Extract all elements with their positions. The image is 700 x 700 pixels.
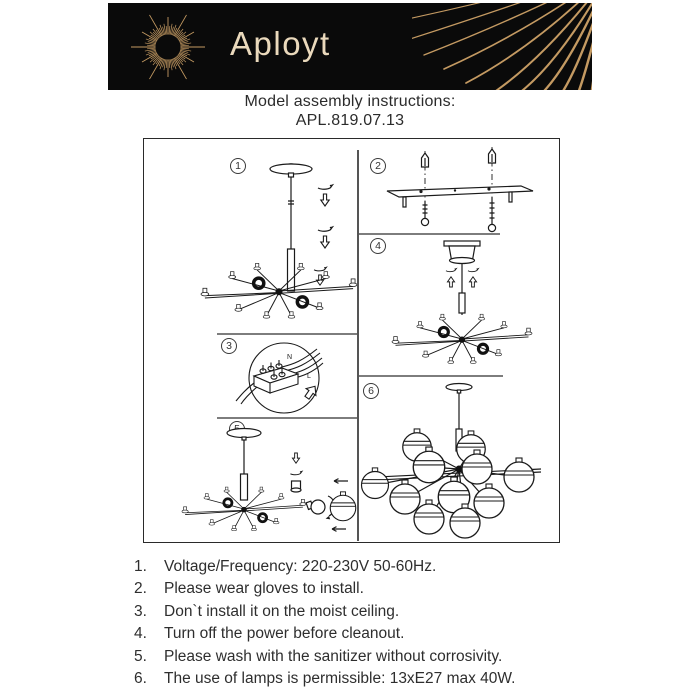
note-item [134,668,594,690]
note-number: 2. [134,580,147,598]
model-number: APL.819.07.13 [295,112,405,129]
brand-name: Aployt [230,25,331,62]
note-text: Don`t install it on the moist ceiling. [164,602,400,620]
safety-notes-list [134,556,594,690]
note-text: Voltage/Frequency: 220-230V 50-60Hz. [164,558,437,575]
canopy-attachment-diagram-icon [359,235,560,375]
step-number-badge: 6 [363,383,379,399]
note-number: 3. [134,602,147,620]
title-block [0,92,700,130]
wiring-terminal-diagram-icon [144,335,357,417]
assembly-diagram-box [143,138,560,543]
step-1-panel [144,139,357,333]
step-3-panel [144,335,357,417]
neutral-wire-label: N [287,354,293,361]
note-item [134,556,594,578]
step-number-badge: 4 [370,238,386,254]
step-6-panel [359,377,560,541]
note-item [134,578,594,600]
note-number: 6. [134,670,147,688]
note-item [134,646,594,668]
note-number: 4. [134,625,147,643]
bulb-globe-install-diagram-icon [144,419,357,543]
live-wire-label: L [307,373,311,380]
fanned-rays-icon [412,3,592,90]
finished-chandelier-diagram-icon [359,377,560,541]
rod-assembly-diagram-icon [144,139,357,333]
mounting-bracket-diagram-icon [359,139,560,233]
step-number-badge: 2 [370,158,386,174]
note-number: 5. [134,647,147,665]
step-number-badge: 3 [221,338,237,354]
starburst-sun-icon [126,5,210,89]
brand-header-banner [108,3,592,90]
step-2-panel [359,139,560,233]
page-title: Model assembly instructions: [244,93,456,110]
note-item [134,623,594,645]
note-text: Turn off the power before cleanout. [164,625,405,643]
step-5-panel [144,419,357,543]
step-4-panel [359,235,560,375]
note-number: 1. [134,558,147,575]
note-text: The use of lamps is permissible: 13xE27 max 40W. [164,670,516,688]
note-item [134,601,594,623]
step-number-badge: 1 [230,158,246,174]
note-text: Please wear gloves to install. [164,580,364,598]
note-text: Please wash with the sanitizer without corrosivity. [164,647,503,665]
